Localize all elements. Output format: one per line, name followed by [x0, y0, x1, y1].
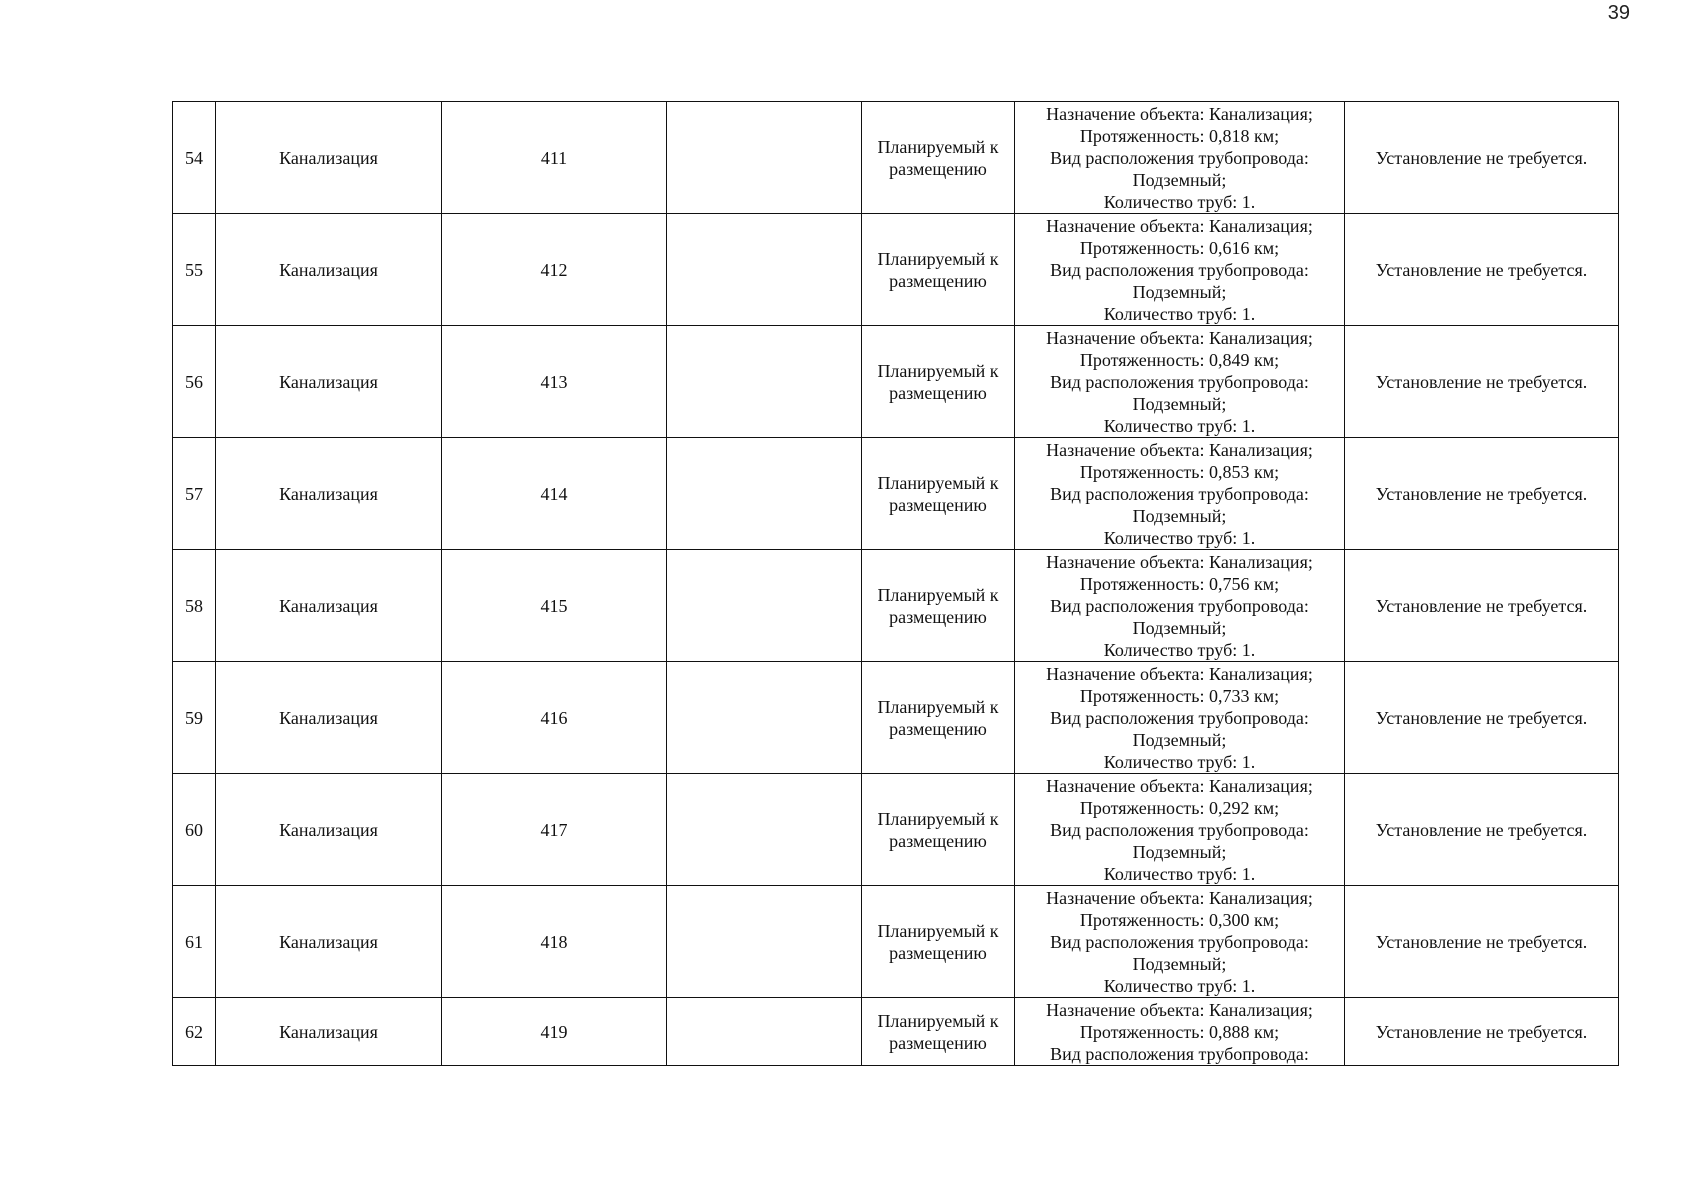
- detail-line: Вид расположения трубопровода:: [1050, 483, 1309, 504]
- detail-line: Количество труб: 1.: [1103, 863, 1256, 884]
- cell-empty: [667, 326, 862, 438]
- cell-zone-result: Установление не требуется.: [1345, 550, 1619, 662]
- cell-number: 62: [173, 998, 216, 1066]
- cell-number: 60: [173, 774, 216, 886]
- detail-line: Назначение объекта: Канализация;: [1046, 103, 1313, 124]
- cell-object-name: Канализация: [216, 102, 442, 214]
- page-number: 39: [1607, 2, 1630, 24]
- detail-line: Протяженность: 0,616 км;: [1079, 237, 1280, 258]
- detail-line: Подземный;: [1132, 505, 1227, 526]
- cell-object-name: Канализация: [216, 550, 442, 662]
- cell-empty: [667, 214, 862, 326]
- table-row: [173, 438, 1619, 550]
- cell-empty: [667, 886, 862, 998]
- detail-line: Подземный;: [1132, 281, 1227, 302]
- detail-line: Подземный;: [1132, 169, 1227, 190]
- detail-line: Назначение объекта: Канализация;: [1046, 327, 1313, 348]
- detail-line: Протяженность: 0,888 км;: [1079, 1021, 1280, 1042]
- cell-number: 57: [173, 438, 216, 550]
- cell-zone-result: Установление не требуется.: [1345, 998, 1619, 1066]
- detail-line: Вид расположения трубопровода:: [1050, 707, 1309, 728]
- detail-line: Количество труб: 1.: [1103, 415, 1256, 436]
- detail-line: Протяженность: 0,849 км;: [1079, 349, 1280, 370]
- detail-line: Количество труб: 1.: [1103, 751, 1256, 772]
- cell-status: Планируемый к размещению: [862, 998, 1015, 1066]
- cell-object-code: 416: [442, 662, 667, 774]
- cell-object-code: 411: [442, 102, 667, 214]
- cell-zone-result: Установление не требуется.: [1345, 102, 1619, 214]
- cell-object-name: Канализация: [216, 214, 442, 326]
- detail-line: Протяженность: 0,300 км;: [1079, 909, 1280, 930]
- detail-line: Протяженность: 0,756 км;: [1079, 573, 1280, 594]
- cell-status: Планируемый к размещению: [862, 550, 1015, 662]
- detail-line: Назначение объекта: Канализация;: [1046, 439, 1313, 460]
- detail-line: Подземный;: [1132, 729, 1227, 750]
- cell-status: Планируемый к размещению: [862, 438, 1015, 550]
- cell-zone-result: Установление не требуется.: [1345, 886, 1619, 998]
- cell-object-code: 418: [442, 886, 667, 998]
- table-row: [173, 886, 1619, 998]
- cell-object-name: Канализация: [216, 438, 442, 550]
- table-row: [173, 662, 1619, 774]
- detail-line: Вид расположения трубопровода:: [1050, 595, 1309, 616]
- cell-number: 55: [173, 214, 216, 326]
- cell-zone-result: Установление не требуется.: [1345, 214, 1619, 326]
- cell-object-details: [1015, 438, 1345, 550]
- cell-object-details: [1015, 774, 1345, 886]
- table-row: [173, 102, 1619, 214]
- detail-line: Вид расположения трубопровода:: [1050, 259, 1309, 280]
- cell-object-code: 419: [442, 998, 667, 1066]
- cell-number: 58: [173, 550, 216, 662]
- detail-line: Количество труб: 1.: [1103, 191, 1256, 212]
- cell-number: 59: [173, 662, 216, 774]
- detail-line: Протяженность: 0,292 км;: [1079, 797, 1280, 818]
- cell-object-code: 412: [442, 214, 667, 326]
- detail-line: Подземный;: [1132, 393, 1227, 414]
- cell-object-details: [1015, 102, 1345, 214]
- detail-line: Вид расположения трубопровода:: [1050, 371, 1309, 392]
- cell-object-code: 414: [442, 438, 667, 550]
- cell-object-name: Канализация: [216, 774, 442, 886]
- cell-status: Планируемый к размещению: [862, 214, 1015, 326]
- cell-zone-result: Установление не требуется.: [1345, 774, 1619, 886]
- cell-object-name: Канализация: [216, 662, 442, 774]
- cell-zone-result: Установление не требуется.: [1345, 662, 1619, 774]
- cell-object-details: [1015, 326, 1345, 438]
- detail-line: Количество труб: 1.: [1103, 527, 1256, 548]
- table-row: [173, 214, 1619, 326]
- detail-line: Вид расположения трубопровода:: [1050, 1043, 1309, 1064]
- detail-line: Назначение объекта: Канализация;: [1046, 663, 1313, 684]
- cell-object-name: Канализация: [216, 886, 442, 998]
- detail-line: Подземный;: [1132, 841, 1227, 862]
- detail-line: Протяженность: 0,733 км;: [1079, 685, 1280, 706]
- cell-status: Планируемый к размещению: [862, 102, 1015, 214]
- detail-line: Протяженность: 0,853 км;: [1079, 461, 1280, 482]
- cell-object-details: [1015, 662, 1345, 774]
- cell-number: 61: [173, 886, 216, 998]
- cell-zone-result: Установление не требуется.: [1345, 438, 1619, 550]
- detail-line: Подземный;: [1132, 953, 1227, 974]
- cell-object-details: [1015, 550, 1345, 662]
- detail-line: Протяженность: 0,818 км;: [1079, 125, 1280, 146]
- cell-object-name: Канализация: [216, 326, 442, 438]
- detail-line: Вид расположения трубопровода:: [1050, 931, 1309, 952]
- cell-number: 54: [173, 102, 216, 214]
- cell-empty: [667, 438, 862, 550]
- cell-number: 56: [173, 326, 216, 438]
- detail-line: Вид расположения трубопровода:: [1050, 147, 1309, 168]
- cell-object-code: 417: [442, 774, 667, 886]
- detail-line: Вид расположения трубопровода:: [1050, 819, 1309, 840]
- cell-empty: [667, 998, 862, 1066]
- cell-object-code: 415: [442, 550, 667, 662]
- cell-status: Планируемый к размещению: [862, 886, 1015, 998]
- cell-object-details: [1015, 214, 1345, 326]
- detail-line: Подземный;: [1132, 617, 1227, 638]
- table-row: [173, 550, 1619, 662]
- cell-empty: [667, 774, 862, 886]
- detail-line: Назначение объекта: Канализация;: [1046, 551, 1313, 572]
- table-row: [173, 998, 1619, 1066]
- cell-empty: [667, 550, 862, 662]
- cell-zone-result: Установление не требуется.: [1345, 326, 1619, 438]
- detail-line: Назначение объекта: Канализация;: [1046, 999, 1313, 1020]
- table-row: [173, 774, 1619, 886]
- cell-status: Планируемый к размещению: [862, 774, 1015, 886]
- cell-status: Планируемый к размещению: [862, 662, 1015, 774]
- cell-empty: [667, 662, 862, 774]
- cell-status: Планируемый к размещению: [862, 326, 1015, 438]
- object-register-table: [172, 101, 1619, 1066]
- cell-object-details: [1015, 998, 1345, 1066]
- detail-line: Назначение объекта: Канализация;: [1046, 887, 1313, 908]
- detail-line: Количество труб: 1.: [1103, 975, 1256, 996]
- detail-line: Количество труб: 1.: [1103, 639, 1256, 660]
- detail-line: Назначение объекта: Канализация;: [1046, 215, 1313, 236]
- cell-object-code: 413: [442, 326, 667, 438]
- cell-empty: [667, 102, 862, 214]
- table-row: [173, 326, 1619, 438]
- detail-line: Назначение объекта: Канализация;: [1046, 775, 1313, 796]
- detail-line: Количество труб: 1.: [1103, 303, 1256, 324]
- cell-object-name: Канализация: [216, 998, 442, 1066]
- cell-object-details: [1015, 886, 1345, 998]
